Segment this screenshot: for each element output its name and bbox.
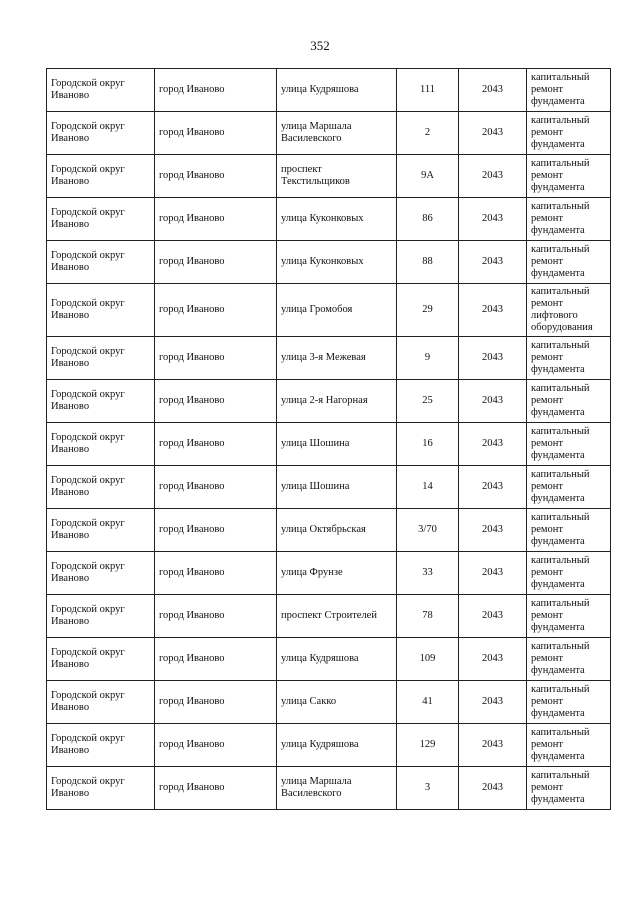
city-cell: город Иваново bbox=[155, 380, 277, 423]
district-cell: Городской округ Иваново bbox=[47, 595, 155, 638]
year-cell: 2043 bbox=[459, 466, 527, 509]
table-row bbox=[47, 241, 611, 284]
city-cell: город Иваново bbox=[155, 466, 277, 509]
work-type-cell: капитальный ремонт фундамента bbox=[527, 681, 611, 724]
street-cell: проспект Строителей bbox=[277, 595, 397, 638]
house-number-cell: 129 bbox=[397, 724, 459, 767]
street-cell: улица Маршала Василевского bbox=[277, 767, 397, 810]
house-number-cell: 16 bbox=[397, 423, 459, 466]
table-row bbox=[47, 423, 611, 466]
year-cell: 2043 bbox=[459, 155, 527, 198]
house-number-cell: 86 bbox=[397, 198, 459, 241]
street-cell: улица Громобоя bbox=[277, 284, 397, 337]
house-number-cell: 3 bbox=[397, 767, 459, 810]
city-cell: город Иваново bbox=[155, 767, 277, 810]
table-row bbox=[47, 112, 611, 155]
year-cell: 2043 bbox=[459, 552, 527, 595]
work-type-cell: капитальный ремонт фундамента bbox=[527, 380, 611, 423]
house-number-cell: 109 bbox=[397, 638, 459, 681]
city-cell: город Иваново bbox=[155, 552, 277, 595]
work-type-cell: капитальный ремонт лифтового оборудования bbox=[527, 284, 611, 337]
city-cell: город Иваново bbox=[155, 112, 277, 155]
house-number-cell: 3/70 bbox=[397, 509, 459, 552]
house-number-cell: 14 bbox=[397, 466, 459, 509]
year-cell: 2043 bbox=[459, 423, 527, 466]
table-row bbox=[47, 552, 611, 595]
city-cell: город Иваново bbox=[155, 595, 277, 638]
street-cell: улица Сакко bbox=[277, 681, 397, 724]
table-row bbox=[47, 198, 611, 241]
house-number-cell: 25 bbox=[397, 380, 459, 423]
year-cell: 2043 bbox=[459, 380, 527, 423]
city-cell: город Иваново bbox=[155, 509, 277, 552]
district-cell: Городской округ Иваново bbox=[47, 112, 155, 155]
year-cell: 2043 bbox=[459, 241, 527, 284]
house-number-cell: 41 bbox=[397, 681, 459, 724]
city-cell: город Иваново bbox=[155, 284, 277, 337]
city-cell: город Иваново bbox=[155, 638, 277, 681]
district-cell: Городской округ Иваново bbox=[47, 198, 155, 241]
year-cell: 2043 bbox=[459, 681, 527, 724]
street-cell: улица Кудряшова bbox=[277, 69, 397, 112]
work-type-cell: капитальный ремонт фундамента bbox=[527, 466, 611, 509]
city-cell: город Иваново bbox=[155, 724, 277, 767]
city-cell: город Иваново bbox=[155, 69, 277, 112]
district-cell: Городской округ Иваново bbox=[47, 69, 155, 112]
street-cell: улица Октябрьская bbox=[277, 509, 397, 552]
work-type-cell: капитальный ремонт фундамента bbox=[527, 595, 611, 638]
registry-rows bbox=[47, 69, 611, 810]
page-number: 352 bbox=[310, 38, 330, 53]
table-row bbox=[47, 595, 611, 638]
district-cell: Городской округ Иваново bbox=[47, 681, 155, 724]
year-cell: 2043 bbox=[459, 112, 527, 155]
table-row bbox=[47, 638, 611, 681]
house-number-cell: 29 bbox=[397, 284, 459, 337]
district-cell: Городской округ Иваново bbox=[47, 638, 155, 681]
city-cell: город Иваново bbox=[155, 241, 277, 284]
year-cell: 2043 bbox=[459, 509, 527, 552]
street-cell: улица Куконковых bbox=[277, 198, 397, 241]
district-cell: Городской округ Иваново bbox=[47, 337, 155, 380]
house-number-cell: 88 bbox=[397, 241, 459, 284]
table-row bbox=[47, 337, 611, 380]
table-row bbox=[47, 284, 611, 337]
table-row bbox=[47, 69, 611, 112]
district-cell: Городской округ Иваново bbox=[47, 767, 155, 810]
street-cell: улица Куконковых bbox=[277, 241, 397, 284]
district-cell: Городской округ Иваново bbox=[47, 724, 155, 767]
table-row bbox=[47, 509, 611, 552]
year-cell: 2043 bbox=[459, 767, 527, 810]
year-cell: 2043 bbox=[459, 198, 527, 241]
table-row bbox=[47, 466, 611, 509]
city-cell: город Иваново bbox=[155, 337, 277, 380]
work-type-cell: капитальный ремонт фундамента bbox=[527, 552, 611, 595]
house-number-cell: 9 bbox=[397, 337, 459, 380]
district-cell: Городской округ Иваново bbox=[47, 509, 155, 552]
work-type-cell: капитальный ремонт фундамента bbox=[527, 112, 611, 155]
city-cell: город Иваново bbox=[155, 198, 277, 241]
work-type-cell: капитальный ремонт фундамента bbox=[527, 423, 611, 466]
year-cell: 2043 bbox=[459, 284, 527, 337]
work-type-cell: капитальный ремонт фундамента bbox=[527, 767, 611, 810]
work-type-cell: капитальный ремонт фундамента bbox=[527, 241, 611, 284]
district-cell: Городской округ Иваново bbox=[47, 466, 155, 509]
street-cell: улица Шошина bbox=[277, 466, 397, 509]
work-type-cell: капитальный ремонт фундамента bbox=[527, 69, 611, 112]
house-number-cell: 111 bbox=[397, 69, 459, 112]
work-type-cell: капитальный ремонт фундамента bbox=[527, 509, 611, 552]
year-cell: 2043 bbox=[459, 638, 527, 681]
street-cell: улица Фрунзе bbox=[277, 552, 397, 595]
registry-table bbox=[46, 68, 611, 810]
work-type-cell: капитальный ремонт фундамента bbox=[527, 155, 611, 198]
work-type-cell: капитальный ремонт фундамента bbox=[527, 724, 611, 767]
district-cell: Городской округ Иваново bbox=[47, 241, 155, 284]
table-row bbox=[47, 380, 611, 423]
work-type-cell: капитальный ремонт фундамента bbox=[527, 337, 611, 380]
house-number-cell: 2 bbox=[397, 112, 459, 155]
district-cell: Городской округ Иваново bbox=[47, 155, 155, 198]
year-cell: 2043 bbox=[459, 595, 527, 638]
year-cell: 2043 bbox=[459, 69, 527, 112]
district-cell: Городской округ Иваново bbox=[47, 284, 155, 337]
house-number-cell: 9А bbox=[397, 155, 459, 198]
street-cell: улица Маршала Василевского bbox=[277, 112, 397, 155]
street-cell: проспект Текстильщиков bbox=[277, 155, 397, 198]
table-row bbox=[47, 681, 611, 724]
street-cell: улица 3-я Межевая bbox=[277, 337, 397, 380]
work-type-cell: капитальный ремонт фундамента bbox=[527, 198, 611, 241]
street-cell: улица Шошина bbox=[277, 423, 397, 466]
street-cell: улица Кудряшова bbox=[277, 724, 397, 767]
city-cell: город Иваново bbox=[155, 681, 277, 724]
district-cell: Городской округ Иваново bbox=[47, 552, 155, 595]
table-row bbox=[47, 767, 611, 810]
city-cell: город Иваново bbox=[155, 423, 277, 466]
district-cell: Городской округ Иваново bbox=[47, 423, 155, 466]
house-number-cell: 78 bbox=[397, 595, 459, 638]
house-number-cell: 33 bbox=[397, 552, 459, 595]
year-cell: 2043 bbox=[459, 724, 527, 767]
street-cell: улица Кудряшова bbox=[277, 638, 397, 681]
street-cell: улица 2-я Нагорная bbox=[277, 380, 397, 423]
city-cell: город Иваново bbox=[155, 155, 277, 198]
table-row bbox=[47, 155, 611, 198]
work-type-cell: капитальный ремонт фундамента bbox=[527, 638, 611, 681]
district-cell: Городской округ Иваново bbox=[47, 380, 155, 423]
year-cell: 2043 bbox=[459, 337, 527, 380]
table-row bbox=[47, 724, 611, 767]
